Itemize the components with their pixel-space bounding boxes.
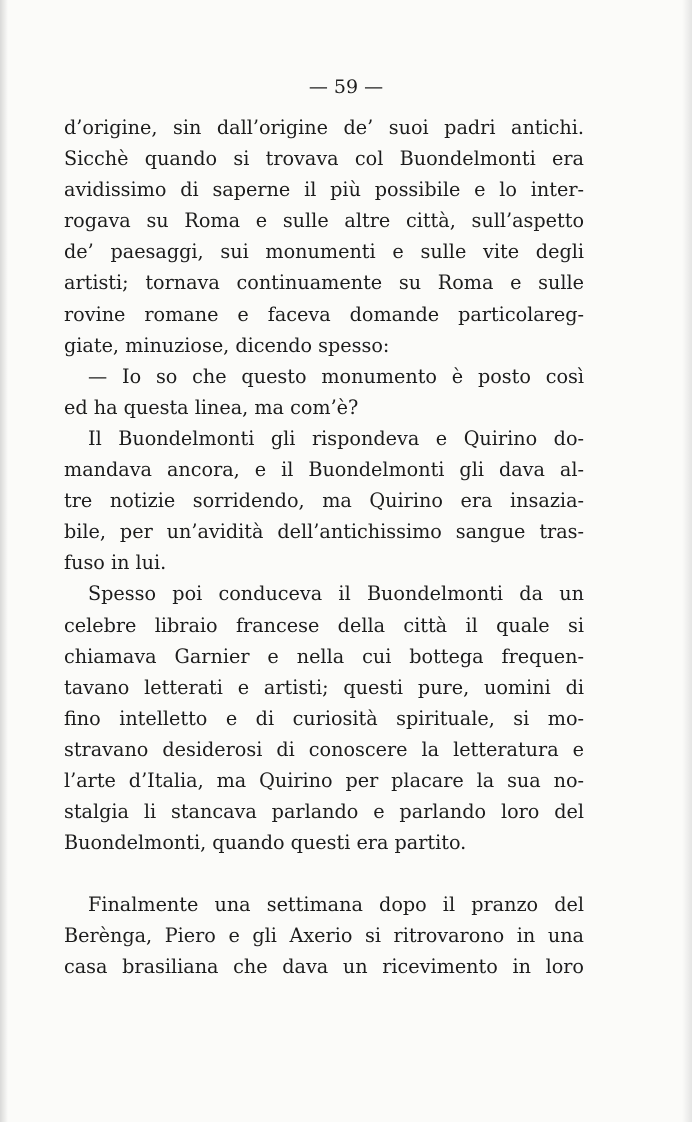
text-line: giate, minuziose, dicendo spesso: bbox=[64, 333, 390, 357]
text-line: casa brasiliana che dava un ricevimento in loro bbox=[64, 955, 584, 979]
text-line: Il Buondelmonti gli rispondeva e Quirino do- bbox=[88, 426, 584, 450]
text-line: chiamava Garnier e nella cui bottega frequen- bbox=[64, 644, 584, 668]
text-line: Sicchè quando si trovava col Buondelmonti era bbox=[64, 147, 584, 171]
text-line: tre notizie sorridendo, ma Quirino era insazia- bbox=[64, 489, 584, 513]
paragraph bbox=[64, 889, 584, 982]
text-line: Buondelmonti, quando questi era partito. bbox=[64, 831, 467, 855]
text-line: avidissimo di saperne il più possibile e lo inter- bbox=[64, 178, 584, 202]
text-line: Spesso poi conduceva il Buondelmonti da un bbox=[88, 582, 584, 606]
text-line: artisti; tornava continuamente su Roma e sulle bbox=[64, 271, 584, 295]
page-edge-shadow-left bbox=[0, 0, 8, 1122]
text-line: stravano desiderosi di conoscere la letteratura e bbox=[64, 737, 584, 761]
text-line: stalgia li stancava parlando e parlando loro del bbox=[64, 800, 584, 824]
text-line: tavano letterati e artisti; questi pure, uomini di bbox=[64, 675, 584, 699]
text-line: rovine romane e faceva domande particolareg- bbox=[64, 302, 584, 326]
text-line: l’arte d’Italia, ma Quirino per placare la sua no- bbox=[64, 768, 584, 792]
paragraph-dialogue bbox=[64, 361, 584, 423]
text-line: rogava su Roma e sulle altre città, sull’aspetto bbox=[64, 209, 584, 233]
section-break bbox=[64, 858, 584, 889]
text-line: de’ paesaggi, sui monumenti e sulle vite degli bbox=[64, 240, 584, 264]
paragraph bbox=[64, 578, 584, 858]
paragraph-continuation bbox=[64, 112, 584, 361]
text-line: ed ha questa linea, ma com’è? bbox=[64, 395, 359, 419]
page-edge-shadow-right bbox=[682, 0, 692, 1122]
page-body bbox=[64, 112, 584, 983]
text-line: celebre libraio francese della città il quale si bbox=[64, 613, 584, 637]
text-line: mandava ancora, e il Buondelmonti gli dava al- bbox=[64, 458, 584, 482]
text-line: — Io so che questo monumento è posto così bbox=[88, 364, 584, 388]
text-line: Finalmente una settimana dopo il pranzo del bbox=[88, 893, 584, 917]
paragraph bbox=[64, 423, 584, 578]
text-line: d’origine, sin dall’origine de’ suoi padri antichi. bbox=[64, 116, 584, 139]
text-line: fino intelletto e di curiosità spirituale, si mo- bbox=[64, 706, 584, 730]
page-number: — 59 — bbox=[308, 76, 384, 98]
text-line: Berènga, Piero e gli Axerio si ritrovarono in una bbox=[64, 924, 584, 948]
text-line: bile, per un’avidità dell’antichissimo sangue tras- bbox=[64, 520, 584, 544]
text-line: fuso in lui. bbox=[64, 551, 167, 575]
